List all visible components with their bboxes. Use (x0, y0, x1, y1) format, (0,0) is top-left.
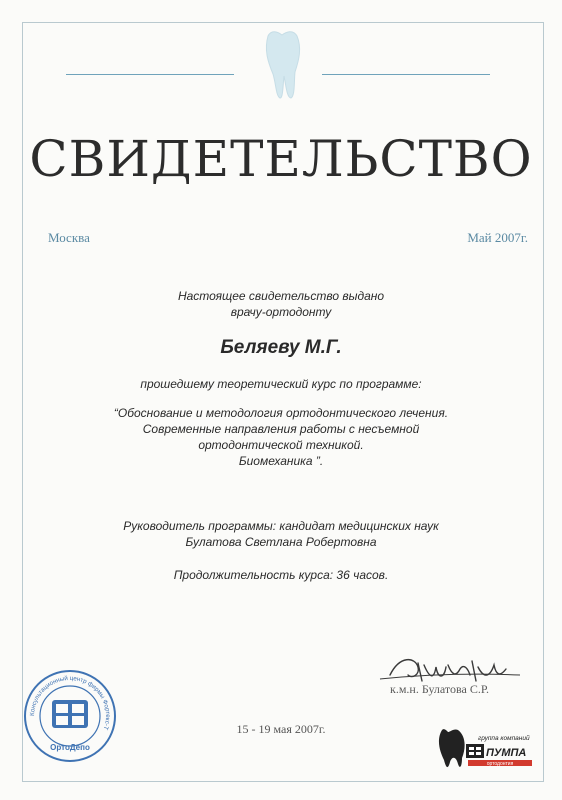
program-text (0, 405, 562, 469)
recipient-name: Беляеву М.Г. (220, 337, 342, 358)
seal-bottom-text: ОртоДепо (50, 743, 90, 752)
decorative-rule-right (322, 74, 490, 75)
intro-text (0, 288, 562, 320)
logo-brand-text: ПУМПА (486, 747, 527, 759)
duration-text: Продолжительность курса: 36 часов. (173, 568, 389, 582)
recipient-block (0, 337, 562, 358)
supervisor-line-1: Руководитель программы: кандидат медицинских наук (123, 519, 439, 533)
course-dates: 15 - 19 мая 2007г. (236, 722, 326, 736)
completed-text: прошедшему теоретический курс по программе: (140, 377, 422, 391)
supervisor-text (0, 518, 562, 550)
program-line-1: “Обоснование и методология ортодонтического лечения. (113, 406, 449, 420)
certificate-title: СВИДЕТЕЛЬСТВО (29, 130, 533, 188)
seal-stamp (22, 668, 118, 764)
program-line-4: Биомеханика ”. (238, 454, 324, 468)
tooth-icon (262, 28, 302, 100)
signatory-name: к.м.н. Булатова С.Р. (390, 682, 490, 696)
program-line-3: ортодонтической техникой. (198, 438, 364, 452)
pumpa-logo (432, 718, 542, 774)
intro-line-2: врачу-ортодонту (230, 305, 332, 319)
supervisor-line-2: Булатова Светлана Робертовна (185, 535, 377, 549)
city-label: Москва (48, 230, 90, 245)
decorative-rule-left (66, 74, 234, 75)
logo-sub-text: ортодонтия (486, 761, 514, 767)
logo-group-text: группа компаний (478, 735, 530, 742)
seal-ring-text: Консультационный центр фирмы Фортекс-Т (28, 674, 112, 731)
intro-line-1: Настоящее свидетельство выдано (177, 289, 385, 303)
issue-date: Май 2007г. (467, 230, 528, 245)
program-line-2: Современные направления работы с несъемной (142, 422, 420, 436)
